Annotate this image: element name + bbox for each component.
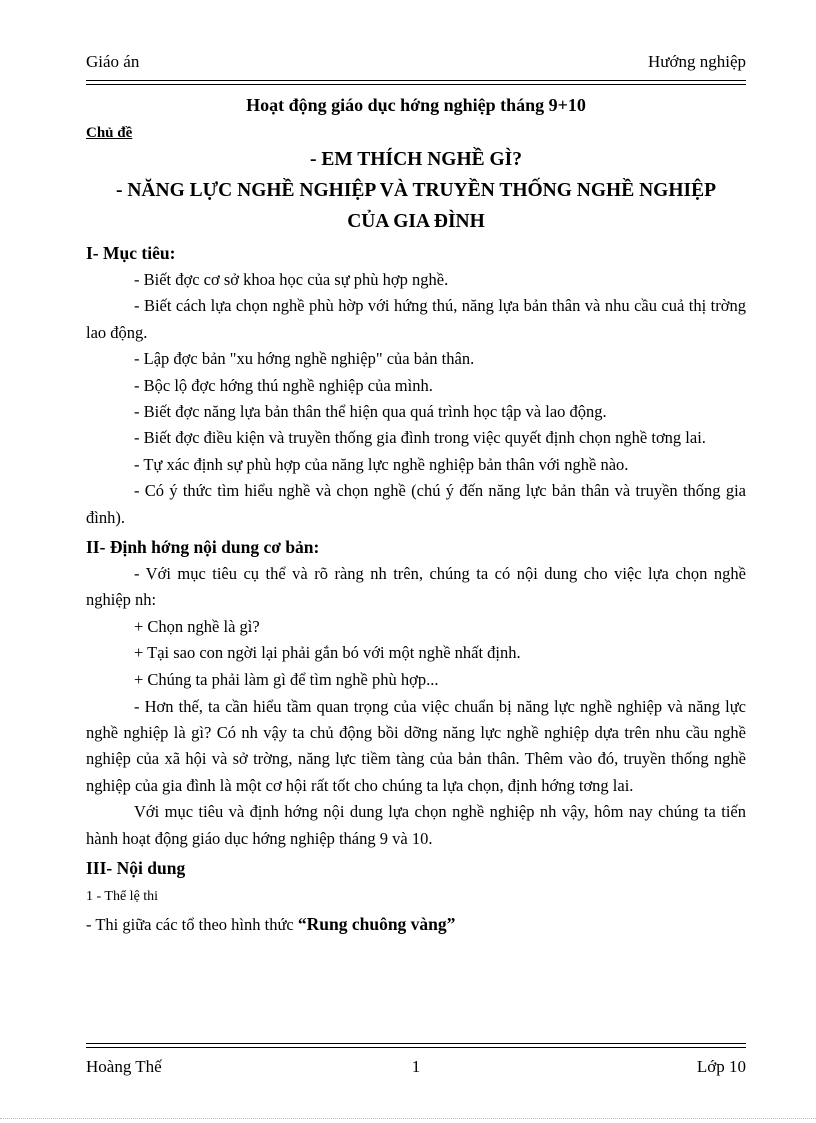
header-rule-thin: [86, 84, 746, 85]
page-edge: [0, 1118, 816, 1119]
objective-item: - Biết đợc cơ sở khoa học của sự phù hợp nghề.: [134, 270, 449, 289]
objective-item: - Bộc lộ đợc hớng thú nghề nghiệp của mình.: [134, 375, 433, 395]
page-header: [86, 52, 746, 78]
topic-label: Chủ đề: [86, 125, 133, 141]
document-title: Hoạt động giáo dục hớng nghiệp tháng 9+10: [246, 95, 586, 115]
rules-subheading: 1 - Thể lệ thi: [86, 889, 159, 905]
content-bullet: + Tại sao con ngời lại phải gắn bó với một nghề nhất định.: [134, 643, 521, 663]
footer-class: Lớp 10: [696, 1057, 746, 1076]
content-bullet: + Chọn nghề là gì?: [134, 616, 260, 636]
page-footer: [86, 1057, 746, 1083]
game-name: “Rung chuông vàng”: [297, 914, 456, 935]
document-body: [86, 92, 746, 938]
content-bullet: + Chúng ta phải làm gì để tìm nghề phù hợp...: [134, 670, 439, 690]
competition-format: [86, 911, 746, 938]
topic-line-3: CỦA GIA ĐÌNH: [347, 211, 485, 232]
objective-item: - Biết đợc năng lựa bản thân thể hiện qua quá trình học tập và lao động.: [134, 402, 607, 422]
page-number: 1: [411, 1057, 421, 1076]
topic-line-2: - NĂNG LỰC NGHỀ NGHIỆP VÀ TRUYỀN THỐNG NGHỀ NGHIỆP: [115, 180, 717, 201]
objective-item: - Tự xác định sự phù hợp của năng lực nghề nghiệp bản thân với nghề nào.: [134, 454, 629, 474]
header-right: Hướng nghiệp: [648, 52, 746, 71]
section-2-paragraph-1: - Hơn thế, ta cần hiểu tầm quan trọng của việc chuẩn bị năng lực nghề nghiệp và năng lực nghề nghiệp là gì? Có nh vậy ta chủ động bồi dỡng năng lực nghề nghiệp dựa trên nhu cầu nghề nghiệp của xã hội và sở trờng, năng lực tiềm tàng của bản thân. Thêm vào đó, truyền thống nghề nghiệp của gia đình là một cơ hội rất tốt cho chúng ta lựa chọn, định hớng tơng lai.: [86, 696, 746, 795]
footer-rule: [86, 1043, 746, 1044]
competition-format-text: - Thi giữa các tổ theo hình thức: [86, 915, 298, 935]
section-2-heading: II- Định hớng nội dung cơ bản:: [86, 537, 320, 558]
topic-line-1: - EM THÍCH NGHỀ GÌ?: [310, 149, 522, 170]
footer-author: Hoàng Thế: [86, 1057, 162, 1076]
header-left: Giáo án: [86, 52, 140, 71]
objective-item: - Có ý thức tìm hiểu nghề và chọn nghề (chú ý đến năng lực bản thân và truyền thống gia đình).: [86, 481, 746, 527]
section-2-intro: - Với mục tiêu cụ thể và rõ ràng nh trên, chúng ta có nội dung cho việc lựa chọn nghề nghiệp nh:: [86, 564, 746, 610]
objective-item: - Lập đợc bản "xu hớng nghề nghiệp" của bản thân.: [134, 349, 475, 369]
section-1-heading: I- Mục tiêu:: [86, 243, 176, 263]
objective-item: - Biết đợc điều kiện và truyền thống gia đình trong việc quyết định chọn nghề tơng lai.: [134, 428, 706, 448]
section-2-paragraph-2: Với mục tiêu và định hớng nội dung lựa chọn nghề nghiệp nh vậy, hôm nay chúng ta tiến hành hoạt động giáo dục hớng nghiệp tháng 9 và 10.: [86, 802, 746, 848]
header-rule: [86, 80, 746, 81]
footer-rule-thin: [86, 1047, 746, 1048]
section-3-heading: III- Nội dung: [86, 858, 186, 879]
objective-item: - Biết cách lựa chọn nghề phù hờp với hứng thú, năng lựa bản thân và nhu cầu cuả thị trờng lao động.: [86, 296, 746, 342]
